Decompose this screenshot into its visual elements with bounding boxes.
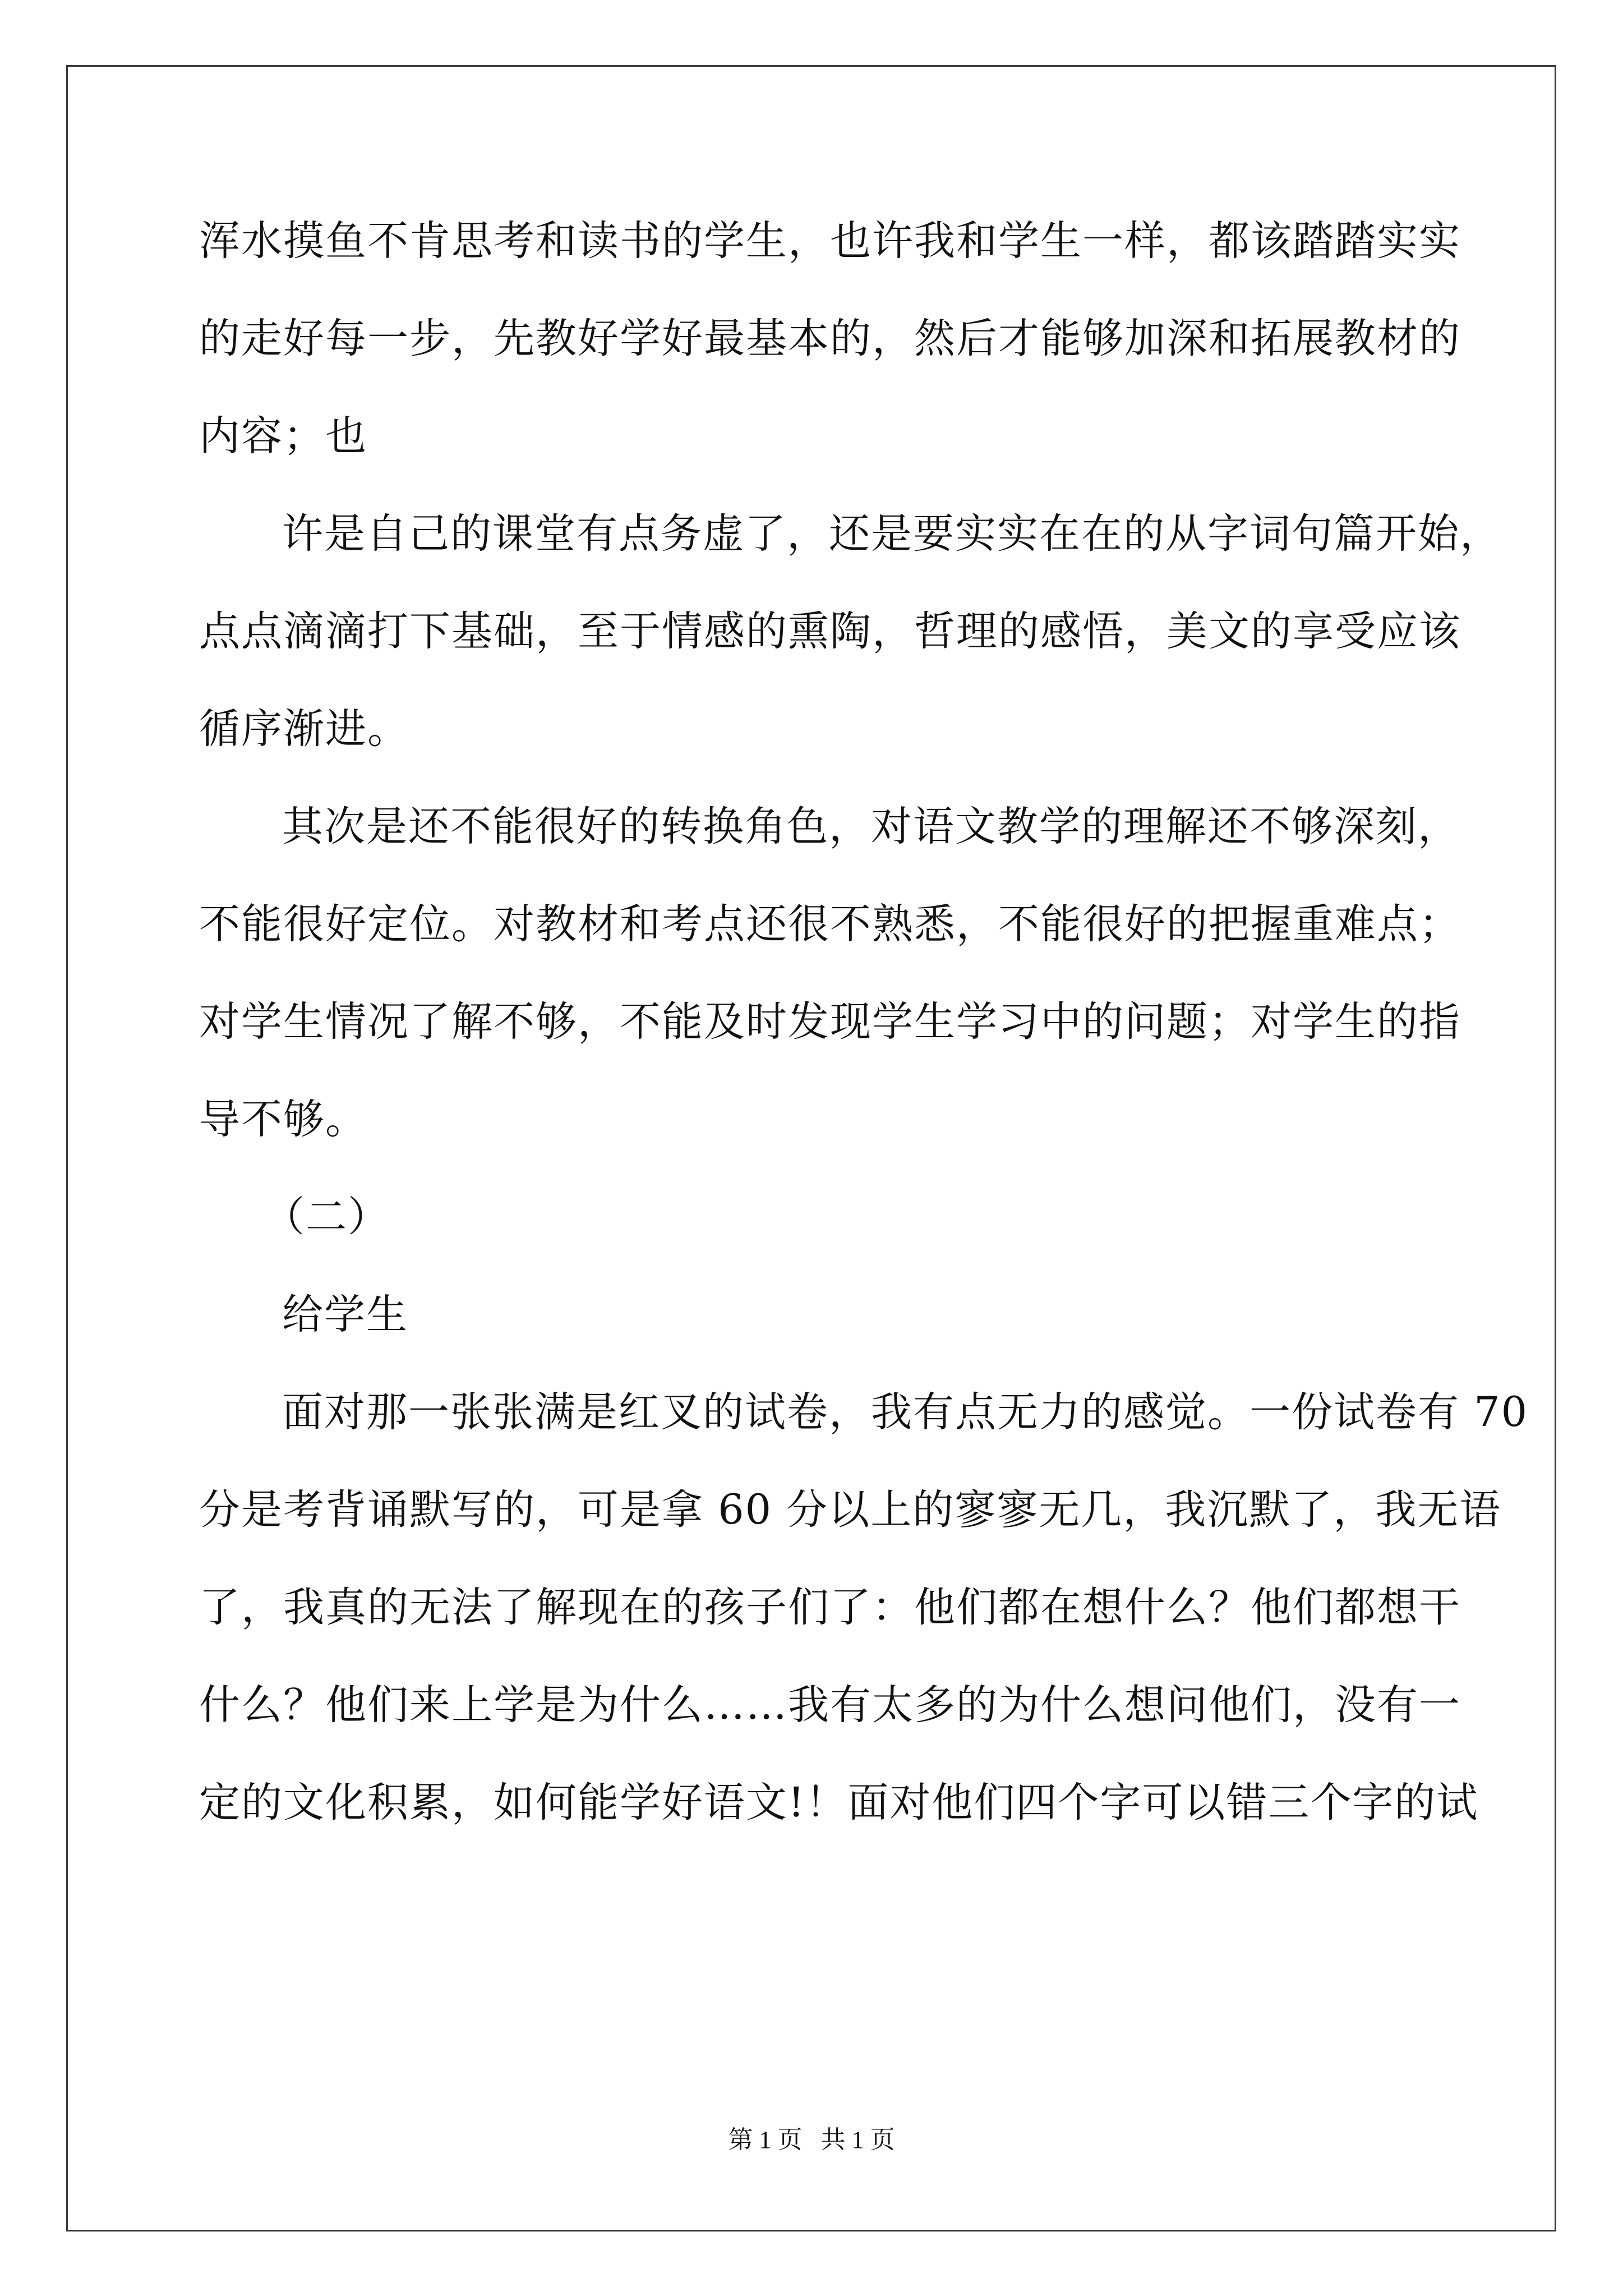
text-line: 内容；也 [199, 412, 367, 460]
text-line: 的走好每一步，先教好学好最基本的，然后才能够加深和拓展教材的 [199, 315, 1461, 362]
text-line: 浑水摸鱼不肯思考和读书的学生，也许我和学生一样，都该踏踏实实 [199, 217, 1461, 265]
text-line: 对学生情况了解不够，不能及时发现学生学习中的问题；对学生的指 [199, 998, 1461, 1046]
text-line: 导不够。 [199, 1096, 367, 1143]
text-line: 定的文化积累，如何能学好语文!！面对他们四个字可以错三个字的试 [199, 1779, 1479, 1826]
text-line: 点点滴滴打下基础，至于情感的熏陶，哲理的感悟，美文的享受应该 [199, 608, 1461, 655]
text-line: 了，我真的无法了解现在的孩子们了：他们都在想什么？他们都想干 [199, 1584, 1461, 1631]
text-line: 其次是还不能很好的转换角色，对语文教学的理解还不够深刻， [282, 803, 1460, 850]
section-title: 给学生 [282, 1291, 408, 1338]
page-footer: 第 1 页 共 1 页 [728, 2126, 895, 2154]
text-line: 不能很好定位。对教材和考点还很不熟悉，不能很好的把握重难点； [199, 900, 1461, 948]
section-heading: （二） [264, 1193, 390, 1241]
text-line: 循序渐进。 [199, 705, 409, 753]
text-line: 许是自己的课堂有点务虚了，还是要实实在在的从字词句篇开始， [282, 510, 1502, 558]
page-border [66, 65, 1556, 2231]
text-line: 什么？他们来上学是为什么……我有太多的为什么想问他们，没有一 [199, 1681, 1461, 1729]
text-line: 分是考背诵默写的，可是拿 60 分以上的寥寥无几，我沉默了，我无语 [199, 1486, 1502, 1534]
text-line: 面对那一张张满是红叉的试卷，我有点无力的感觉。一份试卷有 70 [282, 1388, 1529, 1436]
